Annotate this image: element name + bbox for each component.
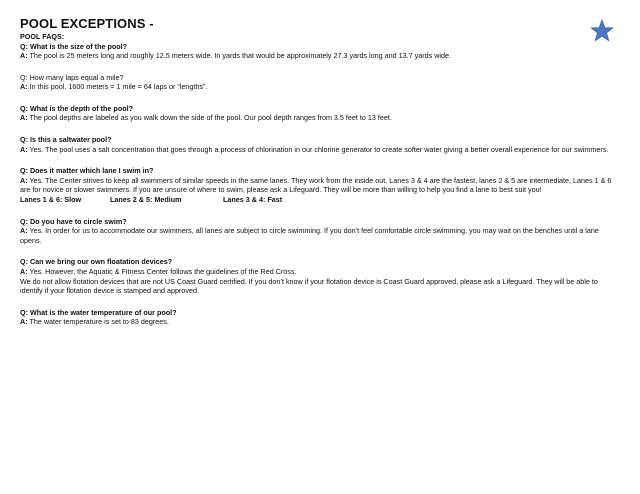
answer-extra-text: We do not allow flotation devices that are not US Coast Guard certified. If you don’t know if your flotation device is Coast Guard approved, please ask a Lifeguard. They will be able to identify if your flotation device is stamped and approved. [20, 276, 598, 296]
faq-question: Q: What is the water temperature of our pool? [20, 307, 177, 317]
faq-answer [20, 226, 616, 245]
answer-label: A: [20, 267, 28, 276]
answer-text: Yes. The pool uses a salt concentration that goes through a process of chlorination in our chlorine generator to create softer water giving a better overall experience for our swimmers. [27, 144, 609, 154]
answer-label: A: [20, 82, 28, 92]
faq-question: Q: Does it matter which lane I swim in? [20, 166, 154, 176]
faq-answer [20, 176, 616, 195]
page-title: POOL EXCEPTIONS - [20, 16, 154, 31]
faq-answer [20, 113, 616, 123]
lane-speed-list [20, 195, 616, 205]
answer-label: A: [20, 317, 28, 327]
faq-question: Q: What is the depth of the pool? [20, 103, 133, 113]
faq-item-pool-depth [20, 104, 616, 123]
answer-text: Yes. The Center strives to keep all swimmers of similar speeds in the same lanes. They work from the inside out. Lanes 3 & 4 are the fastest, lanes 2 & 5 are intermediate, Lanes 1 & 6 are for novice or slower swimmers. If you are unsure of where to swim, please ask a Lifeguard. They will be more than willing to help you find a lane to best suit you! [20, 175, 612, 195]
faq-item-water-temp [20, 308, 616, 327]
faq-answer [20, 82, 616, 92]
faq-item-pool-size [20, 42, 616, 61]
answer-text: In this pool, 1600 meters = 1 mile = 64 laps or “lengths”. [27, 82, 208, 92]
faq-item-saltwater [20, 135, 616, 154]
answer-label: A: [20, 113, 28, 123]
answer-label: A: [20, 175, 28, 185]
answer-text: Yes. In order for us to accommodate our swimmers, all lanes are subject to circle swimming. If you don’t feel comfortable circle swimming, you may wait on the benches until a lane opens. [20, 226, 599, 245]
faq-question: Q: How many laps equal a mile? [20, 72, 124, 82]
faq-item-floatation [20, 257, 616, 295]
faq-answer [20, 317, 616, 327]
answer-label: A: [20, 144, 28, 154]
section-subtitle: POOL FAQS: [20, 32, 65, 41]
answer-text: The water temperature is set to 83 degrees. [27, 317, 169, 327]
faq-item-laps-mile [20, 73, 616, 92]
faq-question: Q: Do you have to circle swim? [20, 216, 127, 226]
answer-text: The pool is 25 meters long and roughly 12.5 meters wide. In yards that would be approximately 27.3 yards long and 13.7 yards wide. [27, 51, 451, 61]
answer-text: Yes. However, the Aquatic & Fitness Center follows the guidelines of the Red Cross. [27, 267, 297, 276]
faq-answer [20, 267, 616, 277]
faq-item-lane-choice [20, 166, 616, 204]
faq-document [20, 16, 616, 339]
faq-answer [20, 51, 616, 61]
answer-text: The pool depths are labeled as you walk down the side of the pool. Our pool depth ranges from 3.5 feet to 13 feet. [27, 113, 392, 123]
answer-label: A: [20, 226, 28, 236]
lane-speed-slow: Lanes 1 & 6: Slow [20, 195, 82, 205]
answer-label: A: [20, 51, 28, 61]
lane-speed-medium: Lanes 2 & 5: Medium [110, 195, 182, 205]
faq-answer [20, 145, 616, 155]
faq-item-circle-swim [20, 217, 616, 246]
lane-speed-fast: Lanes 3 & 4: Fast [223, 195, 283, 205]
faq-question: Q: Can we bring our own floatation devices? [20, 257, 173, 267]
faq-question: Q: Is this a saltwater pool? [20, 135, 112, 145]
faq-question: Q: What is the size of the pool? [20, 41, 128, 51]
